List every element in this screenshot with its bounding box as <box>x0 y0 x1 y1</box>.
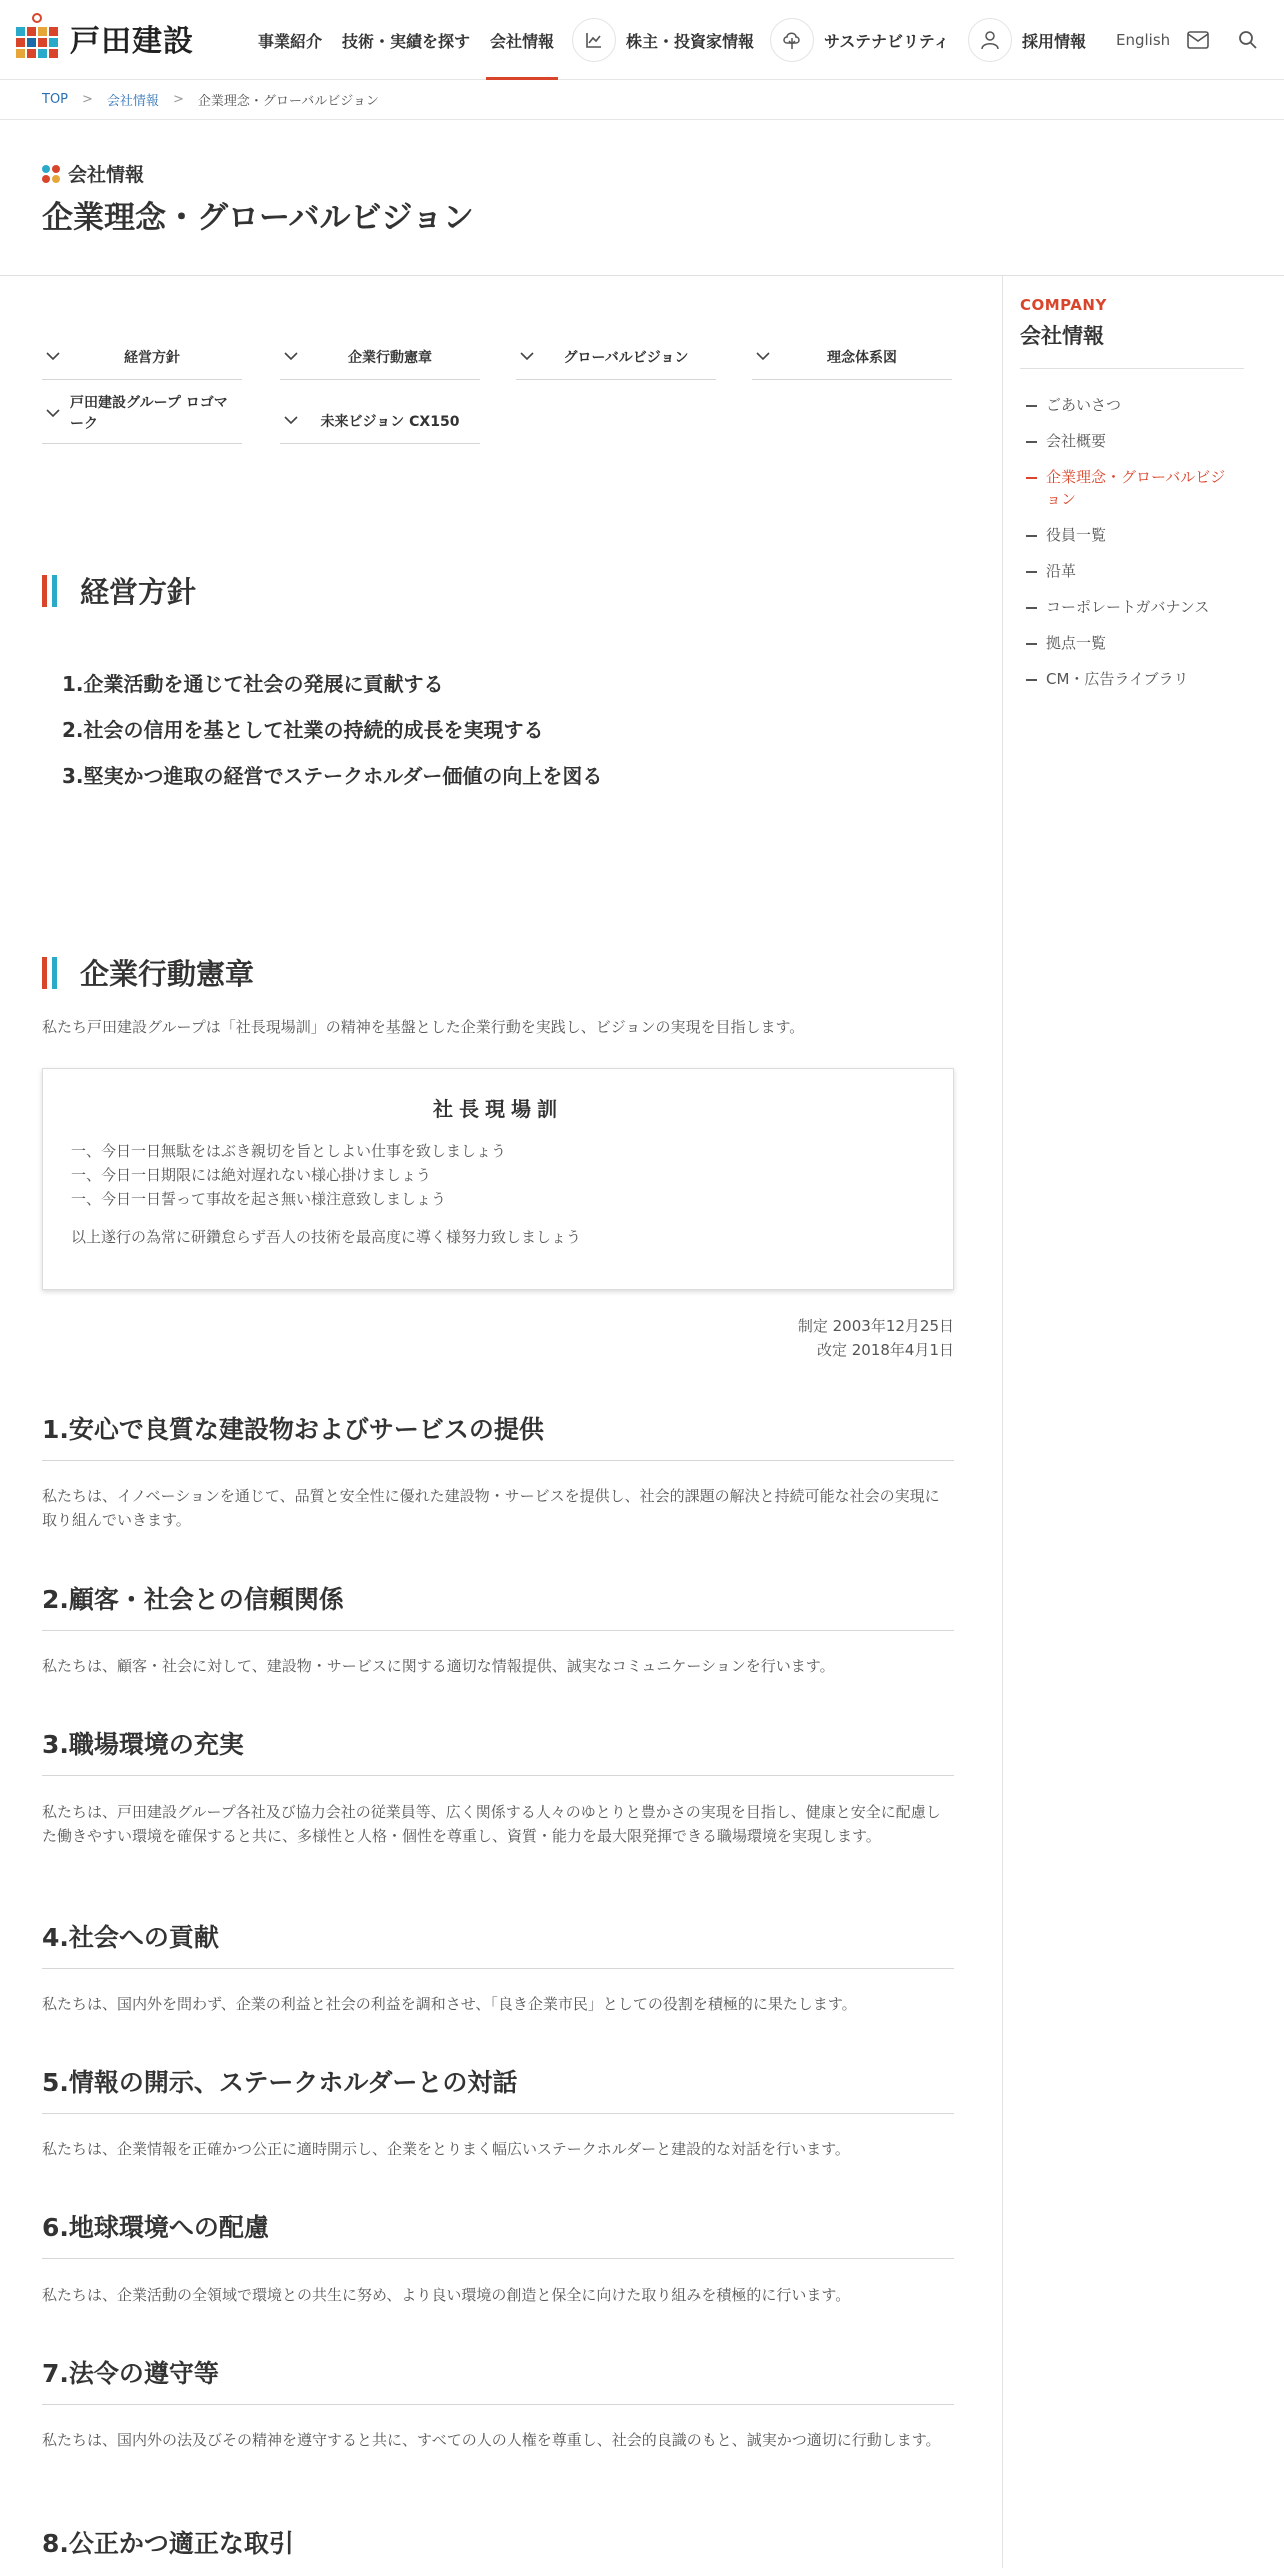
breadcrumb-top[interactable]: TOP <box>42 92 69 107</box>
site-logo[interactable] <box>14 12 204 64</box>
breadcrumb-current: 企業理念・グローバルビジョン <box>197 94 379 109</box>
article-heading: 3.職場環境の充実 <box>42 1725 954 1776</box>
anchor-charter[interactable] <box>280 334 480 380</box>
nav-label: 技術・実績を探す <box>342 31 471 51</box>
section-title: 企業行動憲章 <box>80 957 255 991</box>
sidebar-item-history[interactable]: 沿革 <box>1026 560 1236 582</box>
article-text: 私たちは、顧客・社会に対して、建設物・サービスに関する適切な情報提供、誠実なコミュニケーションを行います。 <box>42 1657 835 1675</box>
anchor-cx150[interactable] <box>280 398 480 444</box>
breadcrumb-company[interactable]: 会社情報 <box>106 94 159 109</box>
anchor-label: 戸田建設グループ ロゴマーク <box>70 394 228 432</box>
breadcrumb-separator: > <box>172 92 184 107</box>
chevron-down-icon <box>520 352 536 361</box>
motto-title: 社長現場訓 <box>433 1097 563 1121</box>
article-text: 私たちは、企業活動の全領域で環境との共生に努め、より良い環境の創造と保全に向けた取り組みを積極的に行います。 <box>42 2286 851 2304</box>
sidebar-item-cm-library[interactable]: CM・広告ライブラリ <box>1026 668 1236 690</box>
nav-investors[interactable] <box>572 0 754 80</box>
article-text: 私たちは、企業情報を正確かつ公正に適時開示し、企業をとりまく幅広いステークホルダーと建設的な対話を行います。 <box>42 2140 850 2158</box>
anchor-label: 未来ビジョン CX150 <box>320 413 460 430</box>
breadcrumb <box>0 80 1284 120</box>
search-icon[interactable] <box>1232 24 1264 56</box>
chevron-down-icon <box>46 352 62 361</box>
sidebar-item-greeting[interactable]: ごあいさつ <box>1026 394 1236 416</box>
page-category <box>42 160 144 187</box>
chevron-down-icon <box>756 352 772 361</box>
english-link[interactable] <box>1116 0 1170 80</box>
motto-box <box>42 1068 954 1290</box>
charter-dates <box>798 1314 954 1362</box>
article-heading: 4.社会への貢献 <box>42 1918 954 1969</box>
revised-date: 改定 2018年4月1日 <box>816 1341 954 1359</box>
article-heading: 5.情報の開示、ステークホルダーとの対話 <box>42 2063 954 2114</box>
page-title: 企業理念・グローバルビジョン <box>42 200 474 236</box>
breadcrumb-separator: > <box>82 92 93 107</box>
logo-text: 戸田建設 <box>70 24 194 59</box>
sidebar-item-overview[interactable]: 会社概要 <box>1026 430 1236 452</box>
article-heading: 6.地球環境への配慮 <box>42 2208 954 2259</box>
anchor-label: 理念体系図 <box>827 349 897 366</box>
heading-bars-icon <box>42 957 62 989</box>
heading-bars-icon <box>42 575 62 607</box>
sidebar-en-title: COMPANY <box>1020 296 1107 314</box>
article-heading: 2.顧客・社会との信頼関係 <box>42 1580 954 1631</box>
chart-line-icon <box>572 18 616 62</box>
article-text: 私たちは、戸田建設グループ各社及び協力会社の従業員等、広く関係する人々のゆとりと豊かさの実現を目指し、健康と安全に配慮した働きやすい環境を確保すると共に、多様性と人格・個性を尊重し、資質・能力を最大限発揮できる職場環境を実現します。 <box>42 1803 941 1845</box>
nav-sustainability[interactable] <box>770 0 949 80</box>
chevron-down-icon <box>284 352 300 361</box>
logo-mark-icon <box>14 13 62 63</box>
nav-label: 会社情報 <box>490 31 555 51</box>
nav-technology[interactable] <box>342 0 470 80</box>
section-title: 経営方針 <box>80 575 197 609</box>
anchor-global-vision[interactable] <box>516 334 716 380</box>
nav-company[interactable] <box>490 0 554 80</box>
tree-icon <box>770 18 814 62</box>
page-category-label: 会社情報 <box>68 164 145 186</box>
article-heading: 7.法令の遵守等 <box>42 2354 954 2405</box>
article-heading: 8.公正かつ適正な取引 <box>42 2529 294 2558</box>
charter-intro: 私たち戸田建設グループは「社長現場訓」の精神を基盤とした企業行動を実践し、ビジョンの実現を目指します。 <box>42 1018 805 1036</box>
person-icon <box>968 18 1012 62</box>
nav-label: 事業紹介 <box>258 31 323 51</box>
sidebar-item-philosophy[interactable]: 企業理念・グローバルビジョン <box>1026 466 1236 510</box>
policy-item: 1.企業活動を通じて社会の発展に貢献する <box>62 672 444 696</box>
sidebar-item-governance[interactable]: コーポレートガバナンス <box>1026 596 1236 618</box>
english-label: English <box>1116 31 1171 49</box>
motto-closing: 以上遂行の為常に研鑽怠らず吾人の技術を最高度に導く様努力致しましょう <box>71 1228 582 1246</box>
motto-line: 一、今日一日誓って事故を起さ無い様注意致しましょう <box>71 1190 447 1208</box>
anchor-label: グローバルビジョン <box>563 349 689 366</box>
article-text: 私たちは、イノベーションを通じて、品質と安全性に優れた建設物・サービスを提供し、社会的課題の解決と持続可能な社会の実現に取り組んでいきます。 <box>42 1487 940 1529</box>
anchor-label: 企業行動憲章 <box>348 349 432 366</box>
policy-item: 3.堅実かつ進取の経営でステークホルダー価値の向上を図る <box>62 764 603 788</box>
site-header <box>0 0 1284 80</box>
anchor-structure[interactable] <box>752 334 952 380</box>
article-heading: 1.安心で良質な建設物およびサービスの提供 <box>42 1410 954 1461</box>
policy-item: 2.社会の信用を基として社業の持続的成長を実現する <box>62 718 544 742</box>
section-heading-policy <box>42 570 196 611</box>
sidebar-divider <box>1002 276 1003 2568</box>
page-heading <box>0 120 1284 276</box>
motto-line: 一、今日一日無駄をはぶき親切を旨としよい仕事を致しましょう <box>71 1142 507 1160</box>
anchor-policy[interactable] <box>42 334 242 380</box>
nav-label: 株主・投資家情報 <box>626 31 755 51</box>
sidebar-item-officers[interactable]: 役員一覧 <box>1026 524 1236 546</box>
section-heading-charter <box>42 952 254 993</box>
article-text: 私たちは、国内外の法及びその精神を遵守すると共に、すべての人の人権を尊重し、社会的良識のもと、誠実かつ適切に行動します。 <box>42 2431 941 2449</box>
sidebar-item-offices[interactable]: 拠点一覧 <box>1026 632 1236 654</box>
established-date: 制定 2003年12月25日 <box>797 1317 954 1335</box>
motto-line: 一、今日一日期限には絶対遅れない様心掛けましょう <box>71 1166 432 1184</box>
anchor-logo-mark[interactable] <box>42 384 242 444</box>
chevron-down-icon <box>46 409 62 418</box>
nav-label: サステナビリティ <box>824 31 950 51</box>
sidebar-rule <box>1020 368 1244 369</box>
sidebar-title[interactable]: 会社情報 <box>1020 324 1104 348</box>
anchor-label: 経営方針 <box>124 349 180 366</box>
nav-business[interactable] <box>258 0 322 80</box>
chevron-down-icon <box>284 416 300 425</box>
nav-recruit[interactable] <box>968 0 1086 80</box>
dots-icon <box>42 165 60 183</box>
nav-label: 採用情報 <box>1022 31 1087 51</box>
mail-icon[interactable] <box>1182 24 1214 56</box>
article-text: 私たちは、国内外を問わず、企業の利益と社会の利益を調和させ、「良き企業市民」としての役割を積極的に果たします。 <box>42 1995 857 2013</box>
